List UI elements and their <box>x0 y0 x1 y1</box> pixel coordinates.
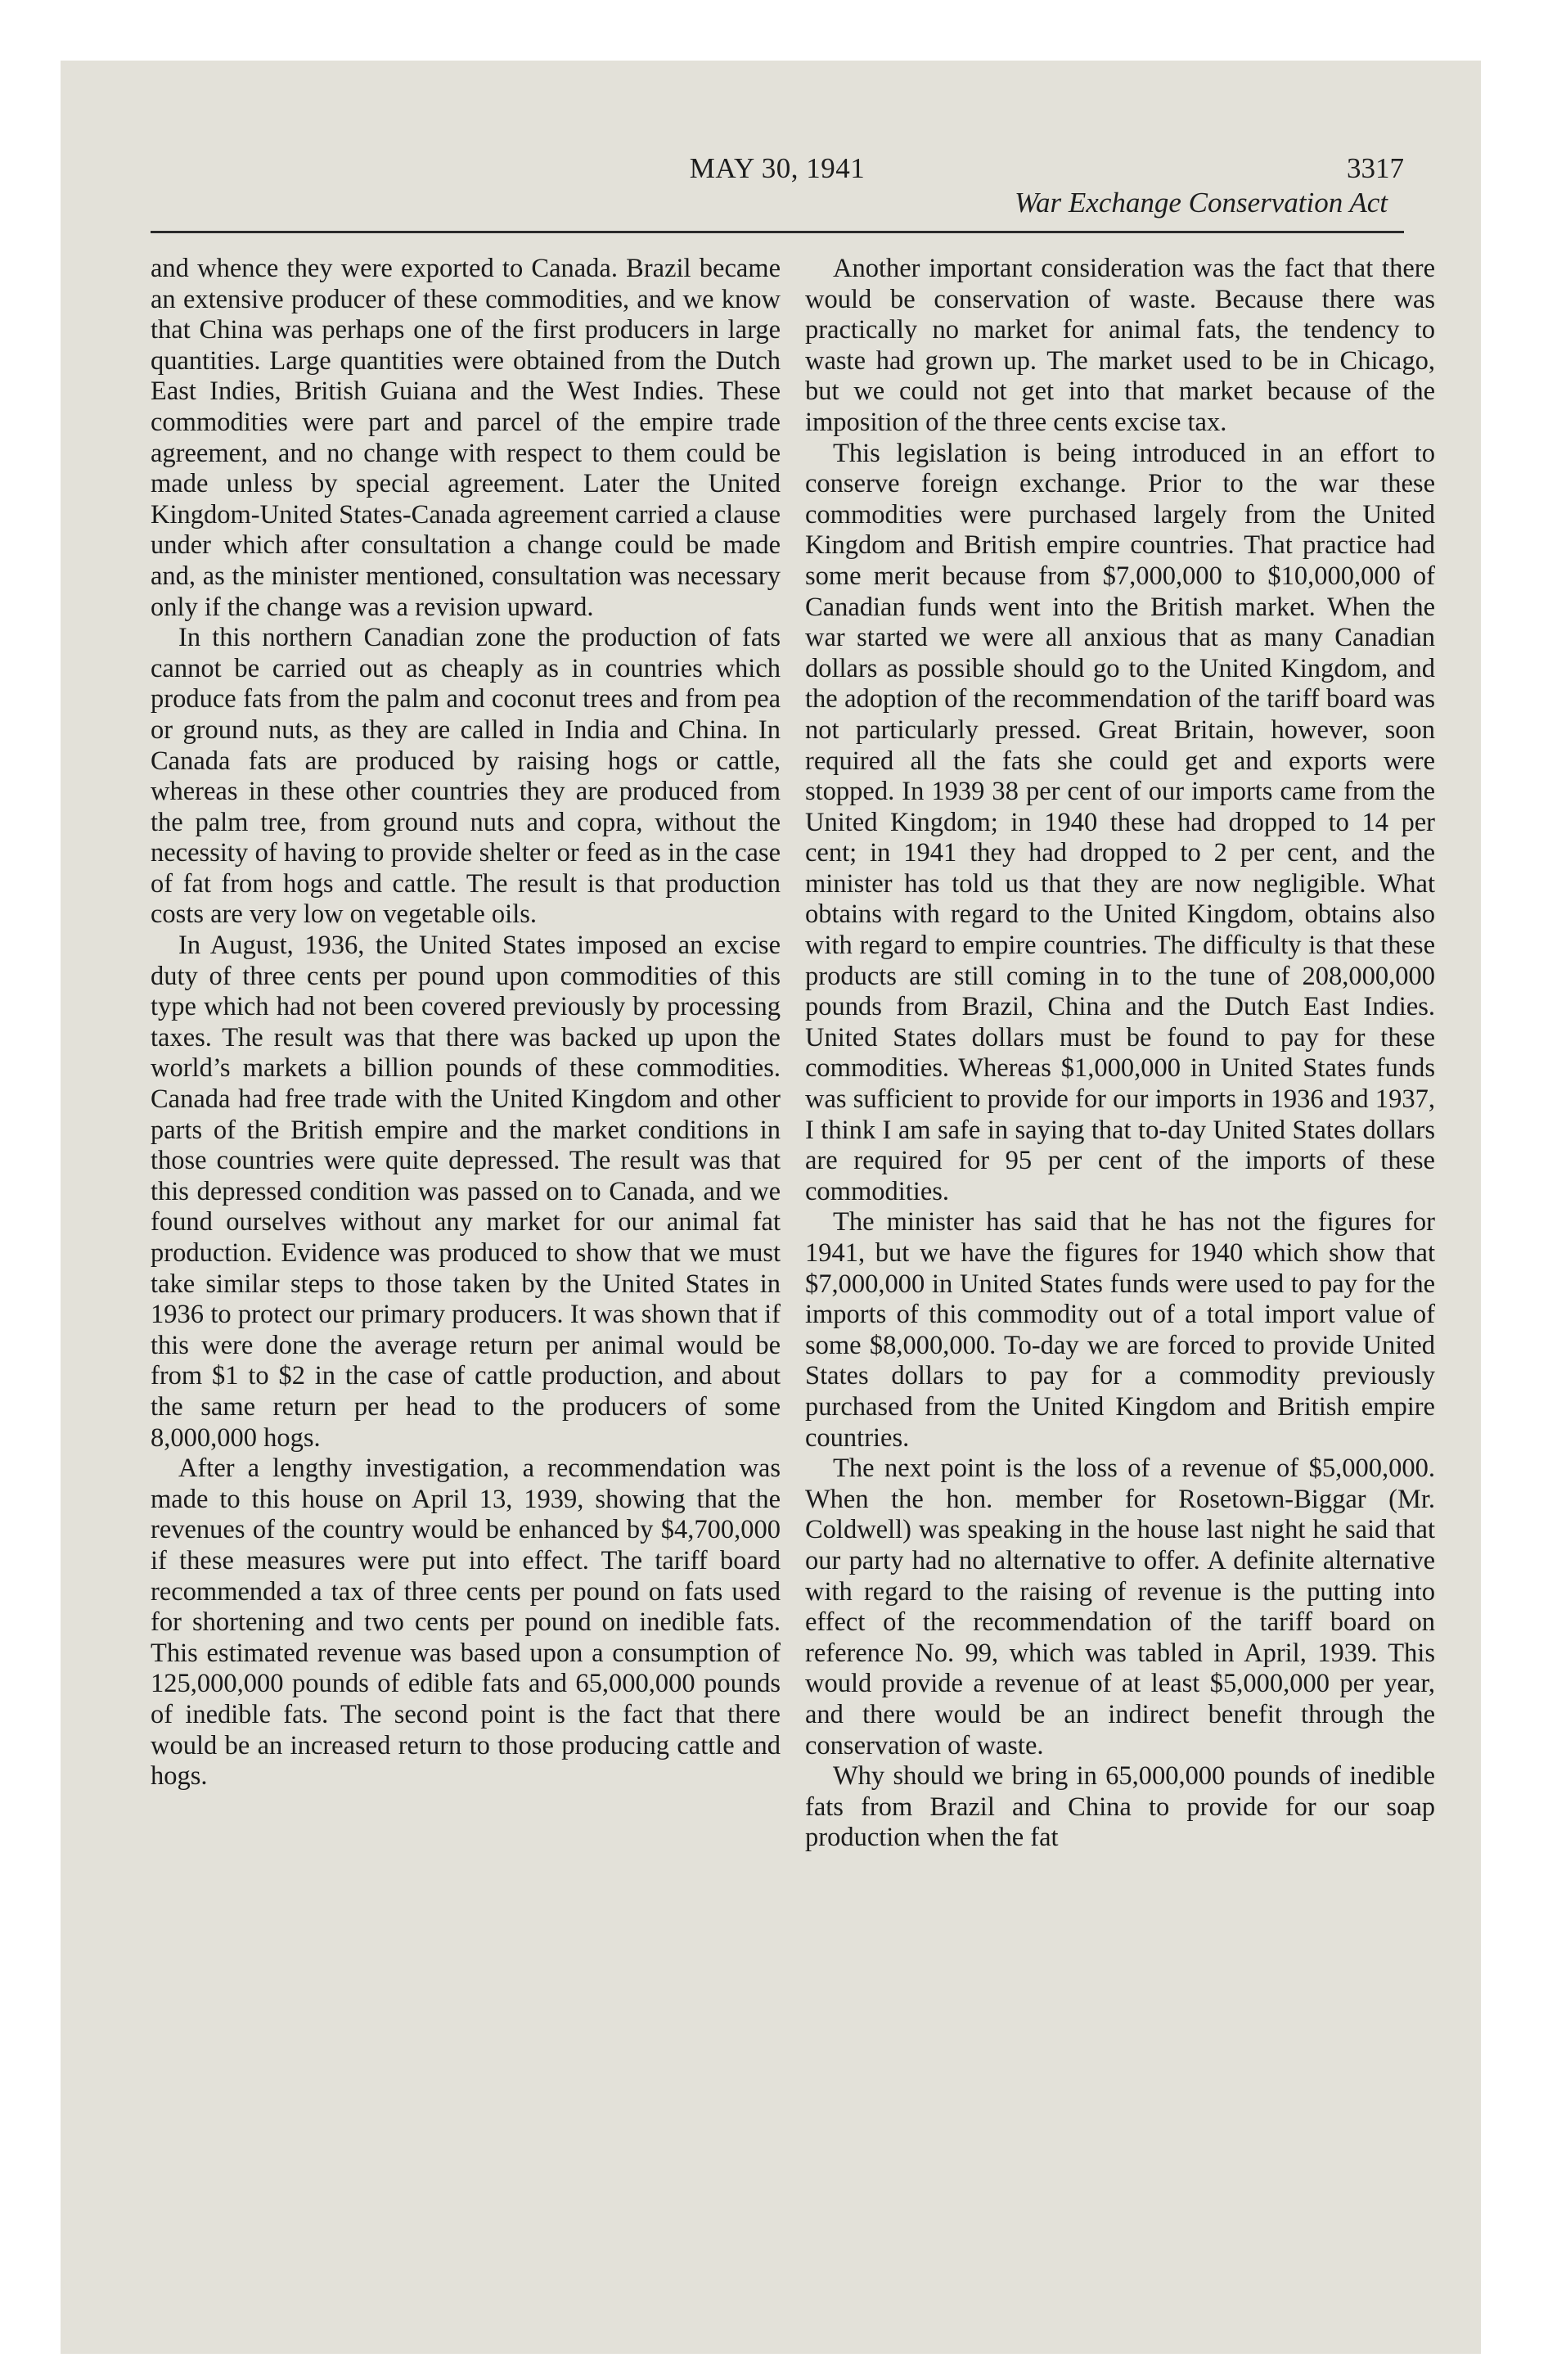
header-rule <box>151 231 1404 233</box>
act-title: War Exchange Conservation Act <box>1015 187 1388 219</box>
paragraph: Why should we bring in 65,000,000 pounds of inedible fats from Brazil and China to provide for our soap production when the fat <box>805 1761 1435 1853</box>
paragraph: The minister has said that he has not the figures for 1941, but we have the figures for 1940 which show that $7,000,000 in United States funds were used to pay for the imports of this commodity out of a total import value of some $8,000,000. To-day we are forced to provide United States dollars to pay for a commodity previously purchased from the United Kingdom and British empire countries. <box>805 1207 1435 1453</box>
paragraph: The next point is the loss of a revenue of $5,000,000. When the hon. member for Rosetown-Biggar (Mr. Coldwell) was speaking in the house last night he said that our party had no alternative to offer. A definite alternative with regard to the raising of revenue is the putting into effect of the recommendation of the tariff board on reference No. 99, which was tabled in April, 1939. This would provide a revenue of at least $5,000,000 per year, and there would be an indirect benefit through the conservation of waste. <box>805 1454 1435 1760</box>
paragraph: This legislation is being introduced in an effort to conserve foreign exchange. Prior to the war these commodities were purchased largely from the United Kingdom and British empire countries. That practice had some merit because from $7,000,000 to $10,000,000 of Canadian funds went into the British market. When the war started we were all anxious that as many Canadian dollars as possible should go to the United Kingdom, and the adoption of the recommendation of the tariff board was not particularly pressed. Great Britain, however, soon required all the fats she could get and exports were stopped. In 1939 38 per cent of our imports came from the United Kingdom; in 1940 these had dropped to 14 per cent; in 1941 they had dropped to 2 per cent, and the minister has told us that they are now negligible. What obtains with regard to the United Kingdom, obtains also with regard to empire countries. The difficulty is that these products are still coming in to the tune of 208,000,000 pounds from Brazil, China and the Dutch East Indies. United States dollars must be found to pay for these commodities. Whereas $1,000,000 in United States funds was sufficient to provide for our imports in 1936 and 1937, I think I am safe in saying that to-day United States dollars are required for 95 per cent of the imports of these commodities. <box>805 438 1435 1206</box>
paragraph: and whence they were exported to Canada. Brazil became an extensive producer of these commodities, and we know that China was perhaps one of the first producers in large quantities. Large quantities were obtained from the Dutch East Indies, British Guiana and the West Indies. These commodities were part and parcel of the empire trade agreement, and no change with respect to them could be made unless by special agreement. Later the United Kingdom-United States-Canada agreement carried a clause under which after consultation a change could be made and, as the minister mentioned, consultation was necessary only if the change was a revision upward. <box>151 254 781 622</box>
paragraph: In this northern Canadian zone the production of fats cannot be carried out as cheaply as in countries which produce fats from the palm and coconut trees and from pea or ground nuts, as they are called in India and China. In Canada fats are produced by raising hogs or cattle, whereas in these other countries they are produced from the palm tree, from ground nuts and copra, without the necessity of having to provide shelter or feed as in the case of fat from hogs and cattle. The result is that production costs are very low on vegetable oils. <box>151 623 781 930</box>
left-column <box>151 254 781 1792</box>
page-number: 3317 <box>1347 152 1404 184</box>
header-date: MAY 30, 1941 <box>689 152 866 184</box>
paragraph: In August, 1936, the United States imposed an excise duty of three cents per pound upon commodities of this type which had not been covered previously by processing taxes. The result was that there was backed up upon the world’s markets a billion pounds of these commodities. Canada had free trade with the United Kingdom and other parts of the British empire and the market conditions in those countries were quite depressed. The result was that this depressed condition was passed on to Canada, and we found ourselves without any market for our animal fat production. Evidence was produced to show that we must take similar steps to those taken by the United States in 1936 to protect our primary producers. It was shown that if this were done the average return per animal would be from $1 to $2 in the case of cattle production, and about the same return per head to the producers of some 8,000,000 hogs. <box>151 931 781 1453</box>
right-column <box>805 254 1435 1854</box>
paragraph: After a lengthy investigation, a recommendation was made to this house on April 13, 1939, showing that the revenues of the country would be enhanced by $4,700,000 if these measures were put into effect. The tariff board recommended a tax of three cents per pound on fats used for shortening and two cents per pound on inedible fats. This estimated revenue was based upon a consumption of 125,000,000 pounds of edible fats and 65,000,000 pounds of inedible fats. The second point is the fact that there would be an increased return to those producing cattle and hogs. <box>151 1454 781 1792</box>
page-header <box>151 144 1404 221</box>
paragraph: Another important consideration was the fact that there would be conservation of waste. Because there was practically no market for animal fats, the tendency to waste had grown up. The market used to be in Chicago, but we could not get into that market because of the imposition of the three cents excise tax. <box>805 254 1435 437</box>
